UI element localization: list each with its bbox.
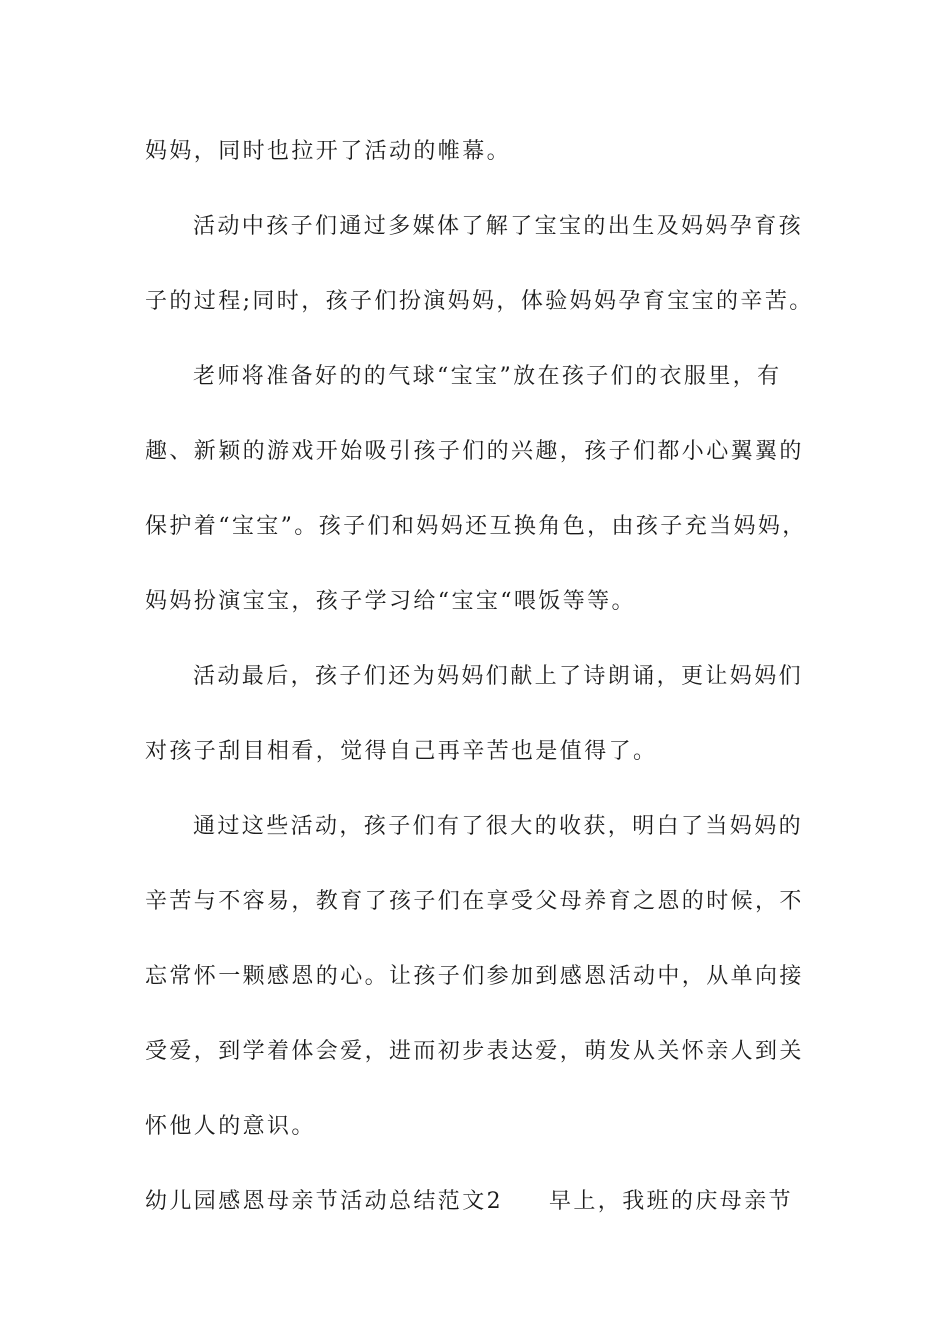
text-line: 妈妈扮演宝宝，孩子学习给“宝宝“喂饭等等。: [145, 589, 636, 614]
paragraph-start-line: 活动最后，孩子们还为妈妈们献上了诗朗诵，更让妈妈们: [193, 664, 804, 689]
text-line: 对孩子刮目相看，觉得自己再辛苦也是值得了。: [145, 739, 658, 764]
paragraph-start-line: 活动中孩子们通过多媒体了解了宝宝的出生及妈妈孕育孩: [193, 214, 804, 239]
text-line: 怀他人的意识。: [145, 1114, 316, 1139]
text-line: 妈妈，同时也拉开了活动的帷幕。: [145, 139, 512, 164]
section-heading-line: [145, 1187, 825, 1217]
text-line: 辛苦与不容易，教育了孩子们在享受父母养育之恩的时候，不: [145, 889, 804, 914]
text-line: 趣、新颖的游戏开始吸引孩子们的兴趣，孩子们都小心翼翼的: [145, 439, 804, 464]
text-line: 子的过程;同时，孩子们扮演妈妈，体验妈妈孕育宝宝的辛苦。: [145, 289, 814, 314]
text-line: 受爱，到学着体会爱，进而初步表达爱，萌发从关怀亲人到关: [145, 1039, 804, 1064]
paragraph-start-line: 老师将准备好的的气球“宝宝”放在孩子们的衣服里，有: [193, 364, 782, 389]
section-heading: 幼儿园感恩母亲节活动总结范文2: [145, 1189, 503, 1214]
paragraph-start-line: 通过这些活动，孩子们有了很大的收获，明白了当妈妈的: [193, 814, 804, 839]
text-line: 忘常怀一颗感恩的心。让孩子们参加到感恩活动中，从单向接: [145, 964, 804, 989]
section-heading-continuation: 早上，我班的庆母亲节: [549, 1189, 794, 1214]
text-line: 保护着“宝宝”。孩子们和妈妈还互换角色，由孩子充当妈妈，: [145, 514, 807, 539]
